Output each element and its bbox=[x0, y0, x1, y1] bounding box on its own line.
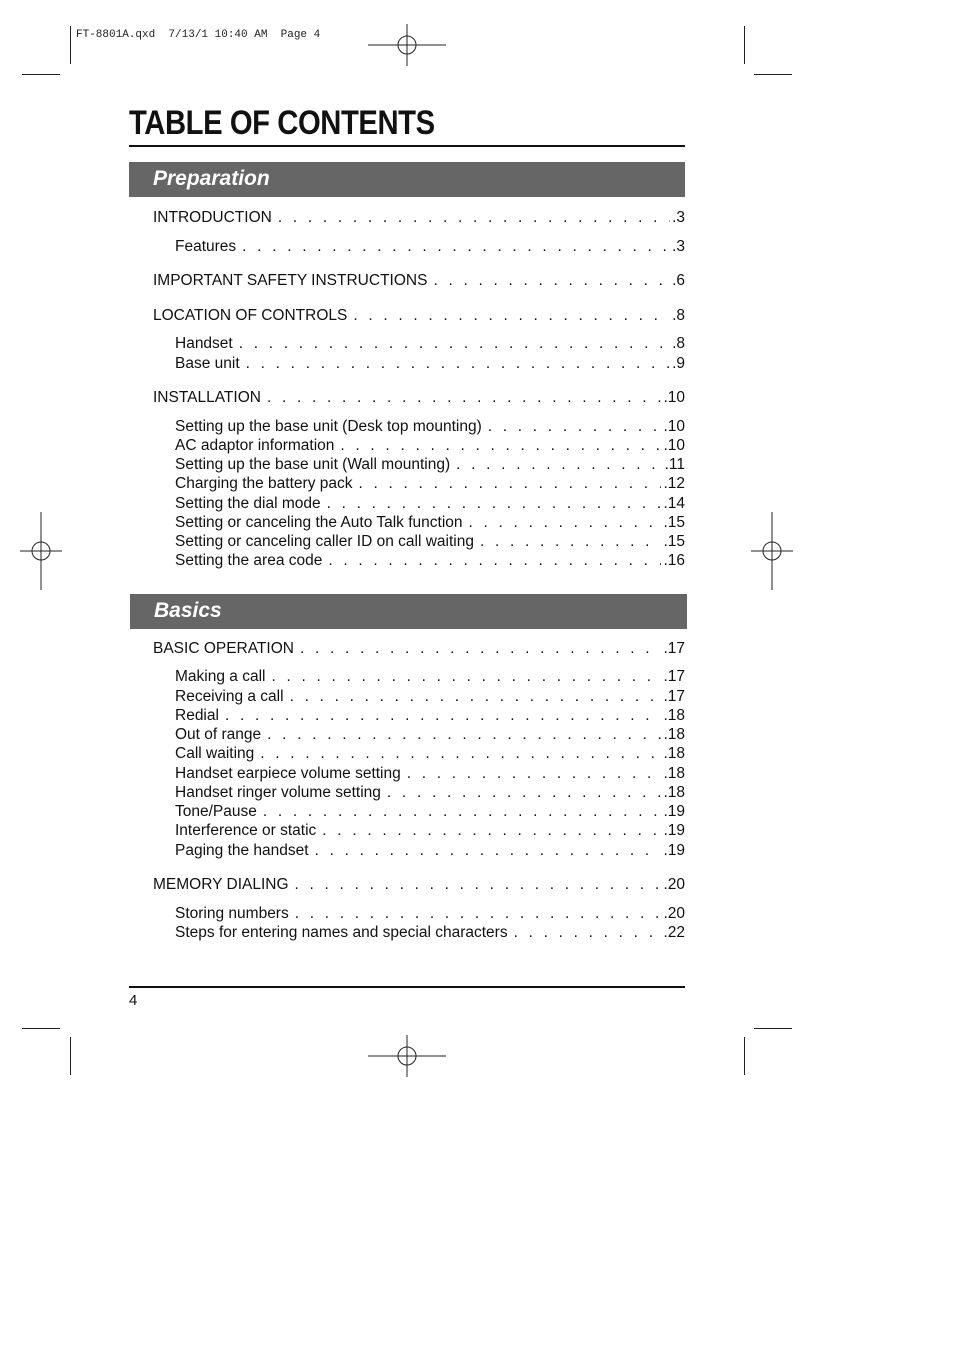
registration-mark-bottom-icon bbox=[368, 1035, 446, 1077]
toc-entry-page: .8 bbox=[672, 335, 685, 352]
toc-entry[interactable] bbox=[175, 822, 685, 840]
toc-entry[interactable] bbox=[175, 688, 685, 706]
toc-entry[interactable] bbox=[153, 876, 685, 894]
title-rule bbox=[129, 145, 685, 147]
dot-leader bbox=[340, 437, 661, 455]
toc-entry[interactable] bbox=[175, 668, 685, 686]
dot-leader bbox=[278, 209, 670, 227]
toc-entry[interactable] bbox=[175, 456, 685, 474]
toc-entry-label: BASIC OPERATION bbox=[153, 640, 294, 657]
toc-entry[interactable] bbox=[153, 209, 685, 227]
toc-entry-label: Receiving a call bbox=[175, 688, 284, 705]
toc-entry-page: .9 bbox=[672, 355, 685, 372]
toc-entry-label: Features bbox=[175, 238, 237, 255]
toc-entry[interactable] bbox=[175, 803, 685, 821]
dot-leader bbox=[359, 475, 662, 493]
dot-leader bbox=[315, 842, 662, 860]
toc-entry-page: .18 bbox=[663, 784, 685, 801]
toc-entry[interactable] bbox=[175, 533, 685, 551]
dot-leader bbox=[433, 272, 670, 290]
crop-mark-bottom-right bbox=[754, 1028, 792, 1029]
toc-entry[interactable] bbox=[175, 475, 685, 493]
toc-entry[interactable] bbox=[175, 335, 685, 353]
crop-mark-top-right-v bbox=[744, 26, 745, 64]
toc-entry-label: Setting or canceling the Auto Talk function bbox=[175, 514, 463, 531]
toc-entry[interactable] bbox=[175, 726, 685, 744]
toc-entry-label: Charging the battery pack bbox=[175, 475, 353, 492]
toc-entry-page: .17 bbox=[663, 640, 685, 657]
crop-mark-top-right bbox=[754, 74, 792, 75]
toc-entry[interactable] bbox=[175, 437, 685, 455]
toc-entry-page: .3 bbox=[672, 209, 685, 226]
dot-leader bbox=[267, 726, 661, 744]
crop-mark-bottom-right-v bbox=[744, 1037, 745, 1075]
dot-leader bbox=[353, 307, 670, 325]
toc-entry-page: .10 bbox=[663, 437, 685, 454]
crop-mark-bottom-left bbox=[22, 1028, 60, 1029]
toc-entry[interactable] bbox=[175, 842, 685, 860]
toc-entry-label: Setting up the base unit (Desk top mounting) bbox=[175, 418, 482, 435]
toc-entry-page: .22 bbox=[663, 924, 685, 941]
toc-entry-label: Paging the handset bbox=[175, 842, 309, 859]
toc-entry[interactable] bbox=[175, 707, 685, 725]
toc-entry-label: Handset earpiece volume setting bbox=[175, 765, 401, 782]
crop-mark-top-left-v bbox=[70, 26, 71, 64]
toc-entry-page: .20 bbox=[663, 876, 685, 893]
dot-leader bbox=[407, 765, 662, 783]
crop-mark-bottom-left-v bbox=[70, 1037, 71, 1075]
toc-entry-label: INTRODUCTION bbox=[153, 209, 272, 226]
toc-entry-label: Setting the dial mode bbox=[175, 495, 321, 512]
toc-entry-label: Call waiting bbox=[175, 745, 255, 762]
toc-entry-label: MEMORY DIALING bbox=[153, 876, 289, 893]
dot-leader bbox=[480, 533, 661, 551]
toc-entry-label: Making a call bbox=[175, 668, 266, 685]
dot-leader bbox=[246, 355, 670, 373]
dot-leader bbox=[263, 803, 662, 821]
toc-entry[interactable] bbox=[175, 905, 685, 923]
toc-entry-page: .18 bbox=[663, 726, 685, 743]
toc-entry[interactable] bbox=[175, 784, 685, 802]
printer-slug: FT-8801A.qxd 7/13/1 10:40 AM Page 4 bbox=[76, 29, 321, 41]
toc-entry-label: IMPORTANT SAFETY INSTRUCTIONS bbox=[153, 272, 428, 289]
toc-entry-page: .14 bbox=[663, 495, 685, 512]
toc-entry[interactable] bbox=[153, 272, 685, 290]
toc-entry-page: .19 bbox=[663, 803, 685, 820]
toc-entry-label: LOCATION OF CONTROLS bbox=[153, 307, 348, 324]
toc-entry-page: .6 bbox=[672, 272, 685, 289]
section-header-preparation bbox=[129, 162, 685, 197]
dot-leader bbox=[322, 822, 661, 840]
toc-entry-page: .17 bbox=[663, 688, 685, 705]
toc-entry-page: .19 bbox=[663, 822, 685, 839]
toc-entry[interactable] bbox=[175, 765, 685, 783]
dot-leader bbox=[271, 668, 661, 686]
toc-entry-label: Redial bbox=[175, 707, 219, 724]
toc-entry-label: INSTALLATION bbox=[153, 389, 261, 406]
toc-entry[interactable] bbox=[153, 307, 685, 325]
toc-entry[interactable] bbox=[153, 640, 685, 658]
toc-entry[interactable] bbox=[175, 238, 685, 256]
toc-entry-label: Handset bbox=[175, 335, 233, 352]
dot-leader bbox=[225, 707, 661, 725]
toc-entry-label: AC adaptor information bbox=[175, 437, 335, 454]
toc-entry[interactable] bbox=[175, 495, 685, 513]
toc-entry-page: .19 bbox=[663, 842, 685, 859]
toc-entry-page: .3 bbox=[672, 238, 685, 255]
dot-leader bbox=[239, 335, 670, 353]
toc-entry-label: Setting the area code bbox=[175, 552, 323, 569]
dot-leader bbox=[295, 905, 662, 923]
toc-entry[interactable] bbox=[175, 745, 685, 763]
toc-entry[interactable] bbox=[175, 418, 685, 436]
toc-entry[interactable] bbox=[175, 552, 685, 570]
footer-rule bbox=[129, 986, 685, 988]
toc-entry[interactable] bbox=[175, 924, 685, 942]
dot-leader bbox=[456, 456, 662, 474]
toc-entry-label: Setting or canceling caller ID on call waiting bbox=[175, 533, 474, 550]
crop-mark-top-left bbox=[22, 74, 60, 75]
toc-entry-page: .10 bbox=[663, 418, 685, 435]
toc-entry-label: Tone/Pause bbox=[175, 803, 257, 820]
dot-leader bbox=[260, 745, 661, 763]
registration-mark-top-icon bbox=[368, 24, 446, 66]
registration-mark-right-icon bbox=[751, 512, 793, 590]
toc-entry-label: Setting up the base unit (Wall mounting) bbox=[175, 456, 451, 473]
section-title: Basics bbox=[154, 599, 222, 622]
dot-leader bbox=[328, 552, 661, 570]
toc-entry[interactable] bbox=[175, 355, 685, 373]
toc-entry-label: Out of range bbox=[175, 726, 262, 743]
toc-entry-page: .17 bbox=[663, 668, 685, 685]
dot-leader bbox=[300, 640, 661, 658]
dot-leader bbox=[469, 514, 662, 532]
toc-entry-page: .18 bbox=[663, 745, 685, 762]
toc-entry-label: Handset ringer volume setting bbox=[175, 784, 381, 801]
dot-leader bbox=[327, 495, 662, 513]
toc-entry-page: .12 bbox=[663, 475, 685, 492]
dot-leader bbox=[242, 238, 670, 256]
dot-leader bbox=[514, 924, 662, 942]
toc-entry-page: .8 bbox=[672, 307, 685, 324]
dot-leader bbox=[387, 784, 662, 802]
toc-entry[interactable] bbox=[175, 514, 685, 532]
toc-entry-page: .11 bbox=[664, 456, 685, 473]
toc-entry-page: .10 bbox=[663, 389, 685, 406]
dot-leader bbox=[295, 876, 662, 894]
dot-leader bbox=[488, 418, 662, 436]
toc-entry-label: Interference or static bbox=[175, 822, 317, 839]
toc-entry-label: Storing numbers bbox=[175, 905, 289, 922]
toc-entry-label: Steps for entering names and special characters bbox=[175, 924, 508, 941]
dot-leader bbox=[290, 688, 662, 706]
registration-mark-left-icon bbox=[20, 512, 62, 590]
toc-entry-page: .18 bbox=[663, 707, 685, 724]
page-number: 4 bbox=[129, 992, 138, 1009]
toc-entry-page: .15 bbox=[663, 514, 685, 531]
toc-entry-page: .16 bbox=[663, 552, 685, 569]
toc-entry-page: .20 bbox=[663, 905, 685, 922]
page-title: TABLE OF CONTENTS bbox=[129, 104, 435, 142]
toc-entry-page: .15 bbox=[663, 533, 685, 550]
section-header-basics bbox=[130, 594, 687, 629]
toc-entry-page: .18 bbox=[663, 765, 685, 782]
toc-entry-label: Base unit bbox=[175, 355, 240, 372]
dot-leader bbox=[267, 389, 661, 407]
toc-entry[interactable] bbox=[153, 389, 685, 407]
section-title: Preparation bbox=[153, 167, 270, 190]
